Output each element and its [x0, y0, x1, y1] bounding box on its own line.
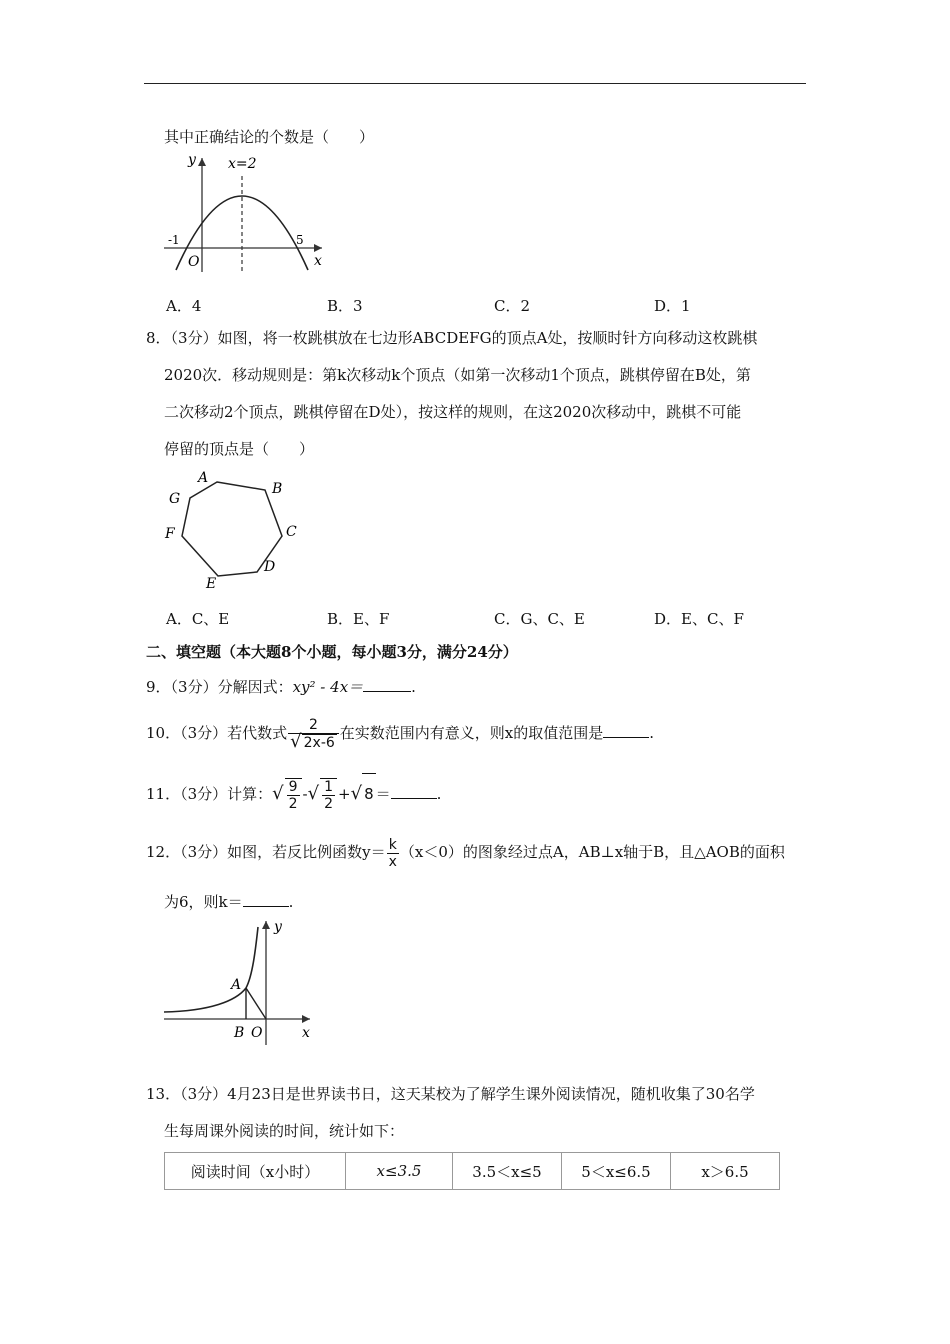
q9-end: . — [411, 678, 416, 696]
q8-line-1: 8．（3分）如图，将一枚跳棋放在七边形ABCDEFG的顶点A处，按顺时针方向移动这枚跳棋 — [146, 329, 758, 347]
q11-fraction-a — [285, 778, 302, 812]
q11-line — [146, 773, 441, 814]
q12-end: . — [288, 893, 294, 911]
q12-denominator: x — [388, 853, 397, 870]
q7-x-label: x — [314, 253, 322, 269]
q8-line-2: 2020次．移动规则是：第k次移动k个顶点（如第一次移动1个顶点，跳棋停留在B处，第 — [164, 366, 751, 384]
table-row — [165, 1153, 780, 1190]
q11-answer-blank[interactable] — [391, 784, 437, 799]
q13-reading-time-table — [164, 1152, 780, 1190]
q11-prefix: 11．（3分）计算： — [146, 785, 273, 803]
q10-prefix: 10．（3分）若代数式 — [146, 724, 288, 742]
q11-minus: - — [302, 785, 308, 803]
q8-line-3: 二次移动2个顶点，跳棋停留在D处），按这样的规则，在这2020次移动中，跳棋不可能 — [164, 403, 742, 421]
q7-option-c[interactable]: C．2 — [494, 297, 531, 315]
q10-denominator: 2x-6 — [303, 735, 335, 751]
q9-answer-blank[interactable] — [363, 677, 411, 692]
q13-line-2: 生每周课外阅读的时间，统计如下： — [164, 1122, 405, 1140]
q7-parabola-graph — [160, 152, 330, 274]
q7-tail-text: 其中正确结论的个数是（ ） — [164, 128, 375, 146]
q12-x-label: x — [302, 1025, 310, 1041]
q7-axis-line-label: x=2 — [228, 156, 257, 172]
q8-option-d[interactable]: D．E、C、F — [654, 610, 744, 628]
q11-equals: ＝ — [375, 785, 391, 803]
table-header-cell: x≤3.5 — [346, 1153, 453, 1190]
q8-heptagon-figure — [160, 466, 310, 596]
q12-line-2-text: 为6，则k＝ — [164, 893, 243, 911]
q12-line-2 — [164, 892, 293, 912]
q9-expression: xy² - 4x＝ — [292, 678, 364, 696]
q10-suffix: 在实数范围内有意义，则x的取值范围是 — [339, 724, 604, 742]
q8-line-4: 停留的顶点是（ ） — [164, 440, 315, 458]
q12-hyperbola-graph — [160, 915, 320, 1050]
q11-b-numerator: 1 — [324, 779, 334, 795]
q7-option-b[interactable]: B．3 — [327, 297, 363, 315]
q13-line-1: 13．（3分）4月23日是世界读书日，这天某校为了解学生课外阅读情况，随机收集了30名学 — [146, 1085, 755, 1103]
table-header-cell: 3.5＜x≤5 — [453, 1153, 562, 1190]
q12-point-a-label: A — [231, 977, 242, 993]
vertex-g-label: G — [169, 491, 181, 507]
radical-icon: √ — [307, 783, 320, 804]
header-rule — [144, 83, 806, 84]
vertex-d-label: D — [264, 559, 276, 575]
radical-icon: √ — [272, 783, 284, 804]
q9-line — [146, 677, 416, 697]
table-header-cell: 5＜x≤6.5 — [562, 1153, 671, 1190]
q12-fraction — [387, 837, 399, 870]
q12-line-1 — [146, 832, 785, 872]
section-2-title: 二、填空题（本大题8个小题，每小题3分，满分24分） — [146, 643, 518, 661]
vertex-a-label: A — [198, 470, 209, 486]
q11-b-denominator: 2 — [324, 796, 334, 812]
q11-fraction-b — [320, 778, 337, 812]
q7-y-label: y — [188, 152, 196, 168]
q10-numerator: 2 — [288, 717, 339, 734]
q11-end: . — [436, 785, 442, 803]
table-header-cell: 阅读时间（x小时） — [165, 1153, 346, 1190]
q7-origin-label: O — [188, 254, 200, 270]
q11-a-denominator: 2 — [288, 796, 298, 812]
q11-plus: + — [338, 785, 351, 803]
q10-fraction — [288, 717, 339, 751]
q12-suffix: （x＜0）的图象经过点A，AB⊥x轴于B，且△AOB的面积 — [399, 843, 785, 861]
radical-icon: √ — [350, 783, 363, 804]
q12-point-b-label: B — [234, 1025, 245, 1041]
q7-option-a[interactable]: A．4 — [166, 297, 202, 315]
q8-option-b[interactable]: B．E、F — [327, 610, 390, 628]
vertex-f-label: F — [165, 526, 175, 542]
q11-radicand-c: 8 — [362, 773, 376, 814]
q12-numerator: k — [387, 837, 399, 854]
q9-prefix: 9．（3分）分解因式： — [146, 678, 293, 696]
q7-left-root-label: -1 — [168, 233, 180, 247]
q8-option-c[interactable]: C．G、C、E — [494, 610, 585, 628]
q7-right-root-label: 5 — [296, 233, 304, 247]
q12-answer-blank[interactable] — [243, 892, 289, 907]
q8-option-a[interactable]: A．C、E — [166, 610, 230, 628]
q10-answer-blank[interactable] — [603, 723, 649, 738]
vertex-e-label: E — [206, 576, 217, 592]
q12-prefix: 12．（3分）如图，若反比例函数y＝ — [146, 843, 386, 861]
q10-line — [146, 713, 654, 753]
vertex-b-label: B — [272, 481, 283, 497]
vertex-c-label: C — [286, 524, 297, 540]
radical-icon: √ — [290, 731, 302, 752]
q12-origin-label: O — [251, 1025, 263, 1041]
table-header-cell: x＞6.5 — [671, 1153, 780, 1190]
q11-a-numerator: 9 — [288, 779, 298, 795]
q10-end: . — [649, 724, 655, 742]
q7-option-d[interactable]: D．1 — [654, 297, 691, 315]
q12-y-label: y — [274, 919, 282, 935]
